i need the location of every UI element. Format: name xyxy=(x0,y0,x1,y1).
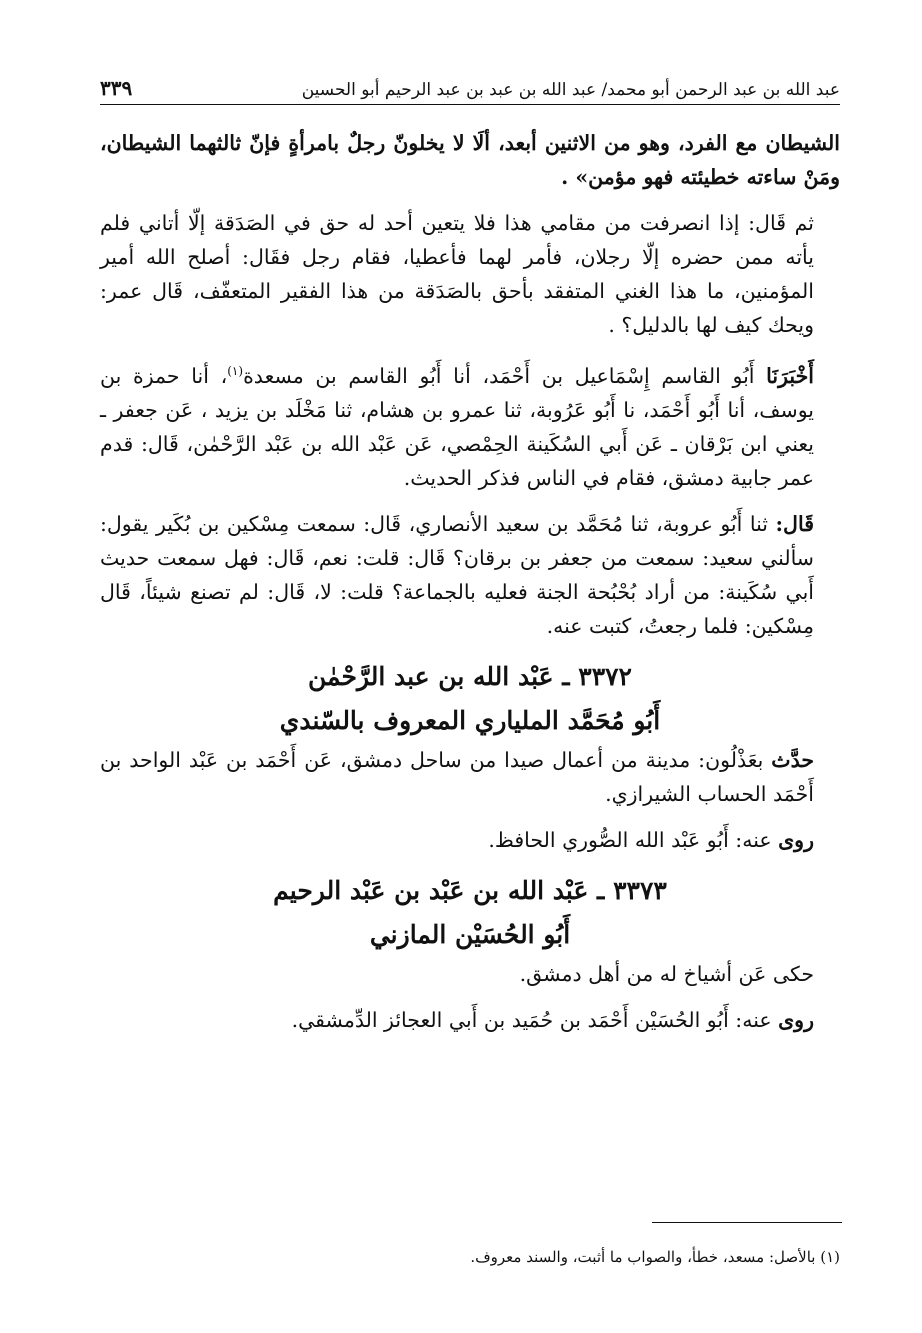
entry-3372-hadath xyxy=(100,743,840,811)
qala-text: ثنا أَبُو عروبة، ثنا مُحَمَّد بن سعيد الأنصاري، قَال: سمعت مِسْكين بن بُكَير يقول: سألني سعيد: سمعت من جعفر بن برقان؟ قَال: قلت: نعم، قَال: فهل سمعت حديث أَبي سُكَينة: من أراد بُحْبُحة الجنة فعليه بالجماعة؟ قلت: لا، قَال: لم تصنع شيئاً، قَال مِسْكين: فلما رجعتُ، كتبت عنه. xyxy=(100,511,814,638)
footnote xyxy=(100,1248,840,1266)
isnad-text-1: أَبُو القاسم إِسْمَاعيل بن أَحْمَد، أنا أَبُو القاسم بن مسعدة xyxy=(243,363,767,388)
qala-lead: قَال: xyxy=(775,511,814,536)
header-rule xyxy=(100,104,840,105)
paragraph-isnad-akhbarana xyxy=(100,354,840,495)
entry-3372-title: ٣٣٧٢ ـ عَبْد الله بن عبد الرَّحْمٰن xyxy=(308,661,632,691)
paragraph-umar-sadaqa xyxy=(100,206,840,342)
footnote-rule xyxy=(652,1222,842,1223)
paragraph-isnad-qala xyxy=(100,507,840,643)
body-text xyxy=(100,126,840,1049)
footnote-marker[interactable]: (١) xyxy=(227,364,244,378)
entry-3373-title: ٣٣٧٣ ـ عَبْد الله بن عَبْد بن عَبْد الرحيم xyxy=(273,875,667,905)
rawa-lead: روى xyxy=(778,827,814,852)
entry-3372-rawa xyxy=(100,823,840,857)
akhbarana-lead: أَخْبَرَنَا xyxy=(766,363,814,388)
rawa-text: عنه: أَبُو الحُسَيْن أَحْمَد بن حُمَيد بن أَبي العجائز الدِّمشقي. xyxy=(291,1007,779,1032)
hadith-text: الشيطان مع الفرد، وهو من الاثنين أبعد، ألَا لا يخلونّ رجلٌ بامرأةٍ فإنّ ثالثهما الشيطان، ومَنْ ساءته خطيئته فهو مؤمن» . xyxy=(100,131,840,189)
haka-text: حكى عَن أشياخ له من أهل دمشق. xyxy=(519,961,814,986)
entry-3373-haka xyxy=(100,957,840,991)
running-title: عبد الله بن عبد الرحمن أبو محمد/ عبد الله بن عبد بن عبد الرحيم أبو الحسين xyxy=(301,80,840,100)
hadath-text: بعَذْلُون: مدينة من أعمال صيدا من ساحل دمشق، عَن أَحْمَد بن عَبْد الواحد بن أَحْمَد الحساب الشيرازي. xyxy=(100,747,814,806)
hadath-lead: حدَّث xyxy=(771,747,814,772)
page-header xyxy=(100,66,840,100)
footnote-number: (١) xyxy=(820,1248,840,1266)
entry-3373-kunya: أَبُو الحُسَيْن المازني xyxy=(369,919,571,949)
isnad-text-2: ، أنا حمزة بن يوسف، أنا أَبُو أَحْمَد، نا أَبُو عَرُوبة، ثنا عمرو بن هشام، ثنا مَخْلَد بن يزيد ، عَن جعفر ـ يعني ابن بَرْقان ـ عَن أَبي السُكَينة الحِمْصي، عَن عَبْد الله بن عَبْد الرَّحْمٰن، قَال: قدم عمر جابية دمشق، فقام في الناس فذكر الحديث. xyxy=(100,363,814,490)
page-number: ٣٣٩ xyxy=(100,76,133,100)
footnote-text: بالأصل: مسعد، خطأ، والصواب ما أثبت، والسند معروف. xyxy=(470,1248,821,1266)
paragraph-hadith-end xyxy=(100,126,840,194)
entry-3373-rawa xyxy=(100,1003,840,1037)
rawa-lead: روى xyxy=(778,1007,814,1032)
entry-3372-kunya: أَبُو مُحَمَّد الملياري المعروف بالسّندي xyxy=(279,705,661,735)
rawa-text: عنه: أَبُو عَبْد الله الصُّوري الحافظ. xyxy=(488,827,779,852)
paragraph-text: ثم قَال: إذا انصرفت من مقامي هذا فلا يتعين أحد له حق في الصَدَقة إلّا أتاني فلم يأته ممن حضره إلّا رجلان، فأمر لهما فأعطيا، فقام رجل فقَال: أصلح الله أمير المؤمنين، ما هذا الغني المتفقد بأحق بالصَدَقة من هذا الفقير المتعفّف، قَال عمر: ويحك كيف لها بالدليل؟ . xyxy=(100,211,814,337)
